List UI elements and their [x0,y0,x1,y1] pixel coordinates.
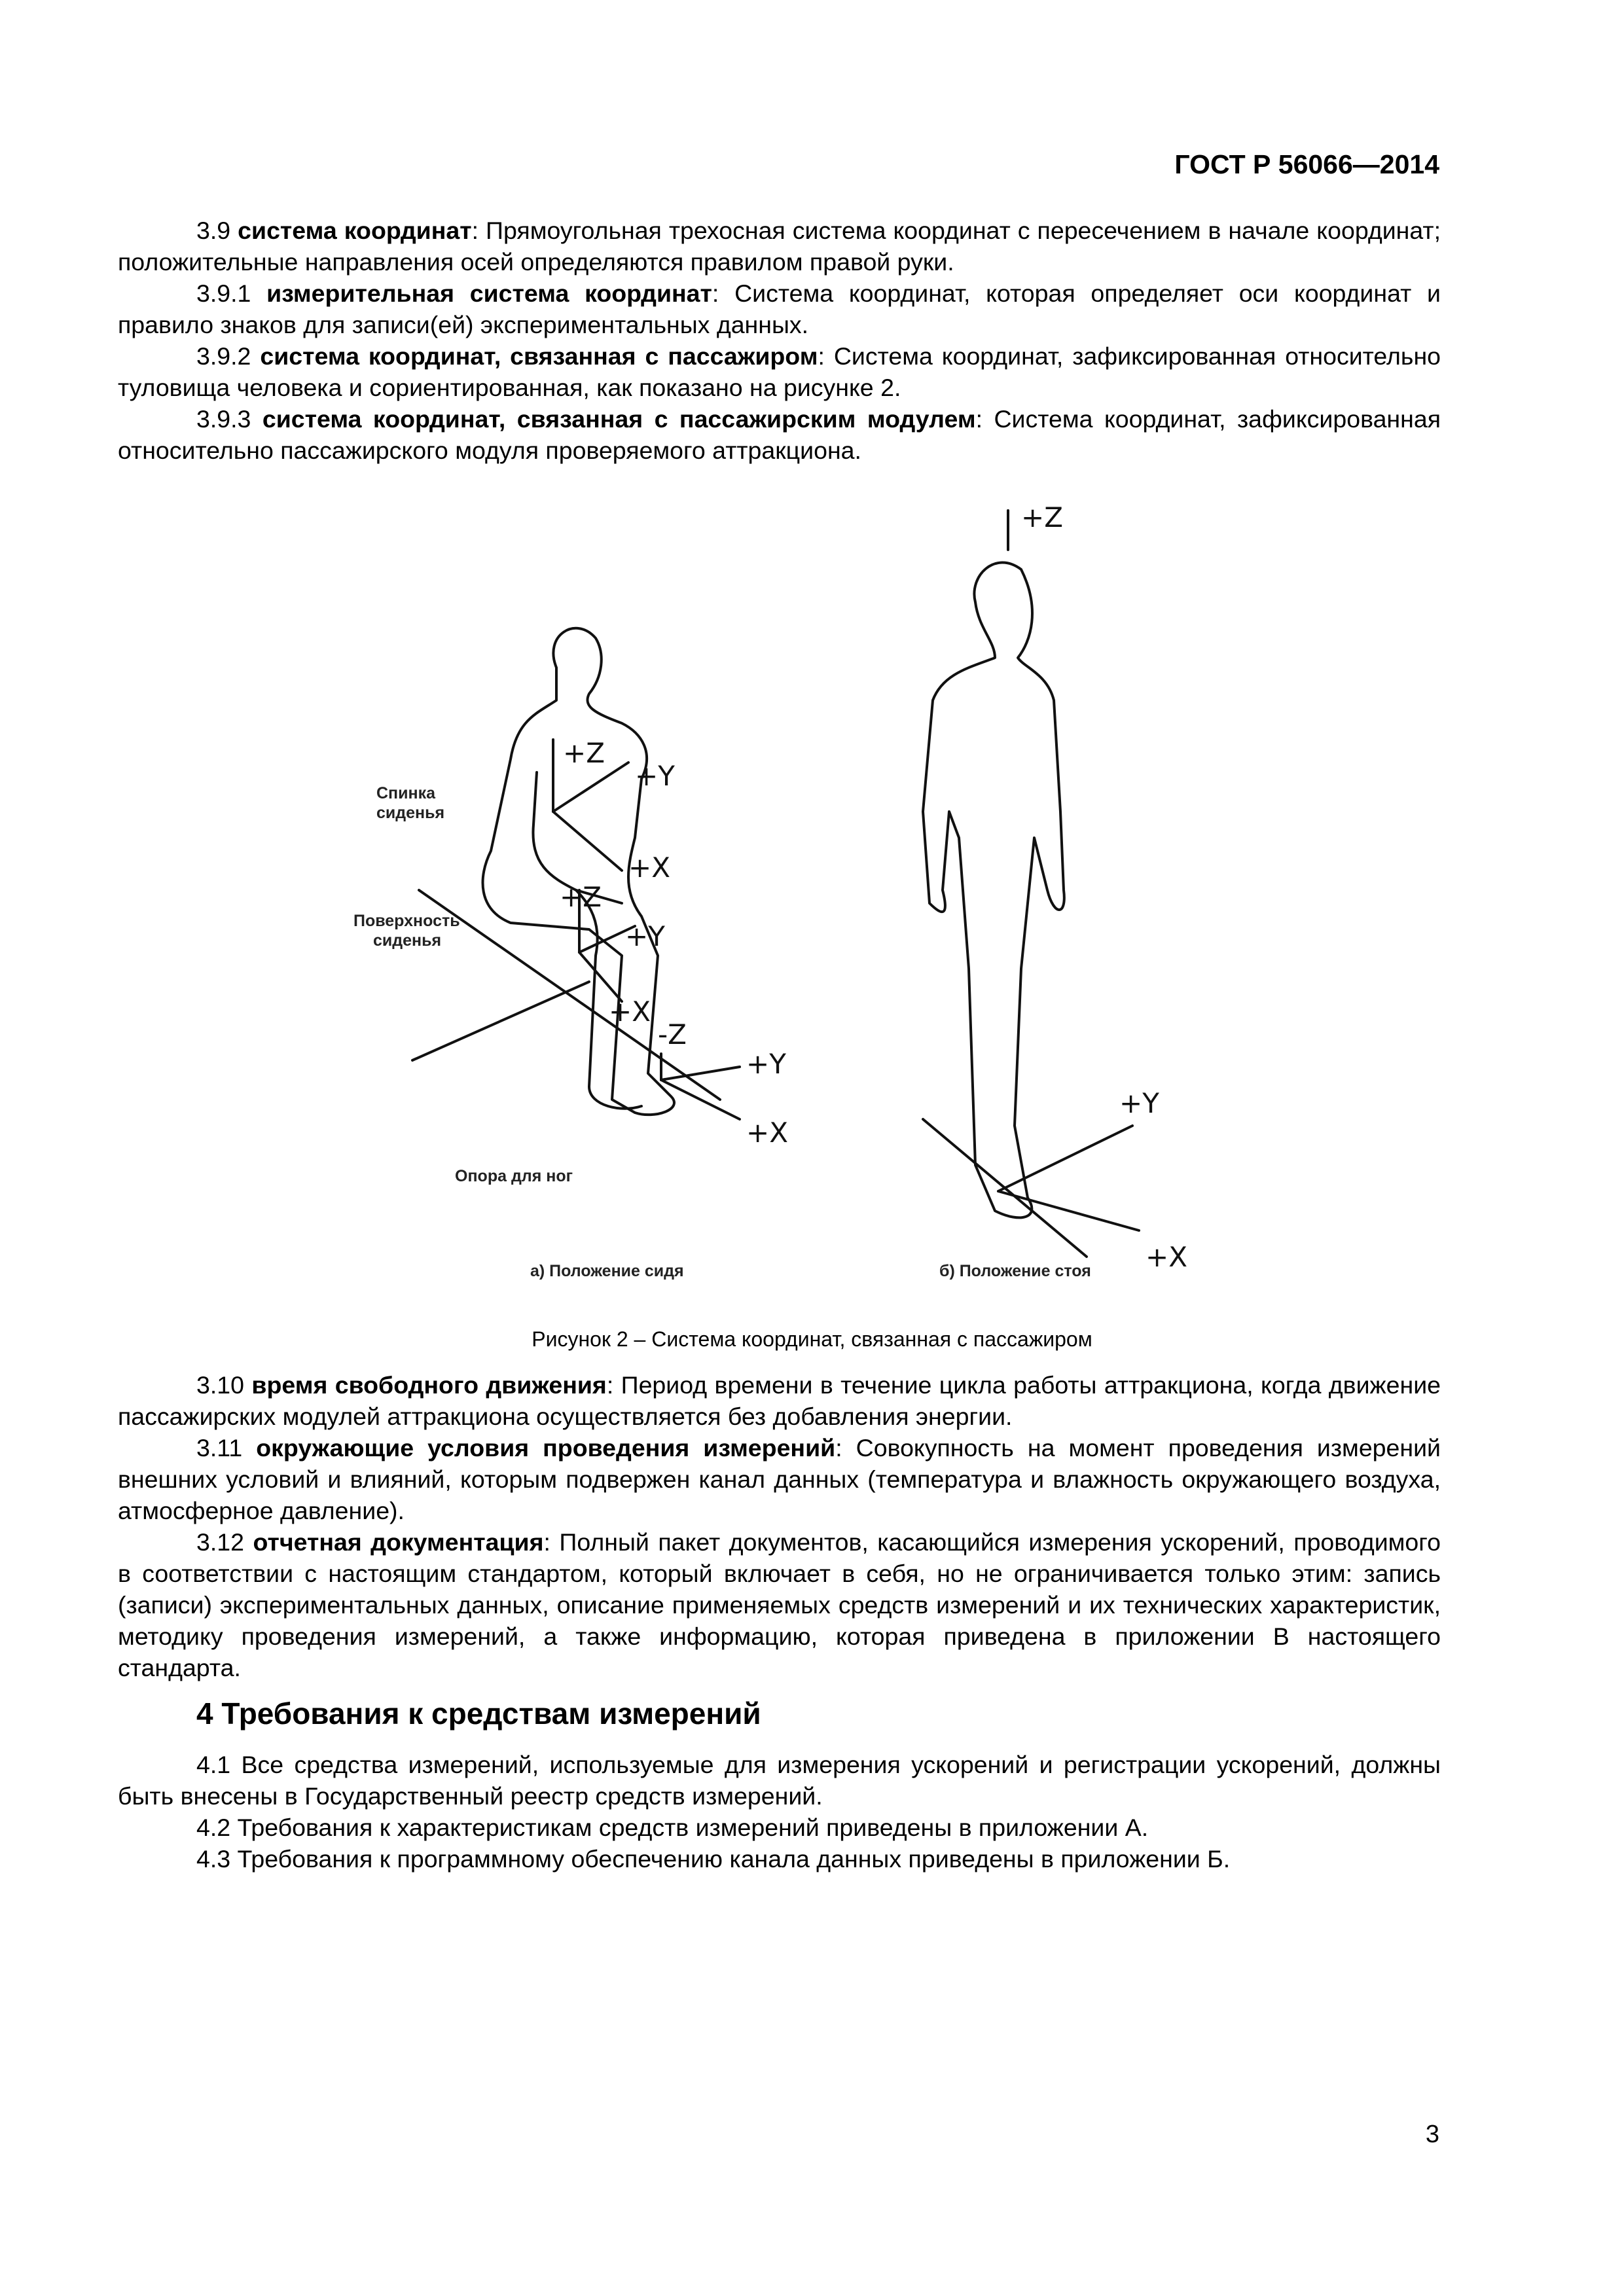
axis-plus-y-2: +Y [625,920,665,952]
axis-plus-x-1: +X [628,852,670,884]
page-number: 3 [1425,2121,1439,2148]
definition-3-9: 3.9 система координат: Прямоугольная трехосная система координат с пересечением в начале координат; положительные направления осей определяются правилом правой руки. [118,217,1441,276]
standing-figure [923,563,1064,1218]
axis-plus-y-3: +Y [746,1048,786,1080]
axis-plus-x-2: +X [609,996,651,1028]
figure-2 [314,497,1270,1302]
definition-3-9-2: 3.9.2 система координат, связанная с пассажиром: Система координат, зафиксированная относительно туловища человека и сориентированная, как показано на рисунке 2. [118,342,1441,401]
axis-plus-z-2: +Z [560,881,602,913]
axis-plus-y-1: +Y [635,760,675,792]
caption-a: а) Положение сидя [530,1262,684,1280]
section-4-item-1: 4.1 Все средства измерений, используемые для измерения ускорений и регистрации ускорений, должны быть внесены в Государственный реестр средств измерений. [118,1751,1441,1810]
coordinate-system-figure [314,497,1270,1302]
definitions-block-2 [118,1369,1441,1874]
axis-plus-y-standing: +Y [1119,1087,1159,1119]
label-seat-back-2: сиденья [376,804,445,822]
document-header: ГОСТ Р 56066—2014 [1174,149,1439,179]
axis-plus-z-standing: +Z [1021,501,1063,533]
axis-minus-z: -Z [658,1018,687,1050]
figure-caption: Рисунок 2 – Система координат, связанная с пассажиром [532,1327,1092,1351]
label-seat-surface-1: Поверхность [353,912,460,930]
label-seat-back-1: Спинка [376,784,436,802]
definition-3-12: 3.12 отчетная документация: Полный пакет документов, касающийся измерения ускорений, проводимого в соответствии с настоящим стандартом, который включает в себя, но не ограничивается только этим: запись (записи) экспериментальных данных, описание применяемых средств измерений и их технических характеристик, методику проведения измерений, а также информацию, которая приведена в приложении В настоящего стандарта. [118,1528,1441,1681]
definition-3-11: 3.11 окружающие условия проведения измерений: Совокупность на момент проведения измерений внешних условий и влияний, которым подвержен канал данных (температура и влажность окружающего воздуха, атмосферное давление). [118,1434,1441,1524]
definitions-block [118,215,1441,466]
label-footrest: Опора для ног [455,1167,573,1185]
section-4-item-3: 4.3 Требования к программному обеспечению канала данных приведены в приложении Б. [196,1845,1231,1873]
axis-plus-x-3: +X [746,1117,788,1149]
section-4-heading: 4 Требования к средствам измерений [196,1696,761,1731]
axis-plus-x-standing: +X [1146,1241,1187,1273]
caption-b: б) Положение стоя [939,1262,1091,1280]
definition-3-9-3: 3.9.3 система координат, связанная с пассажирским модулем: Система координат, зафиксированная относительно пассажирского модуля проверяемого аттракциона. [118,405,1441,464]
definition-3-9-1: 3.9.1 измерительная система координат: Система координат, которая определяет оси координат и правило знаков для записи(ей) экспериментальных данных. [118,279,1441,338]
label-seat-surface-2: сиденья [373,931,442,950]
definition-3-10: 3.10 время свободного движения: Период времени в течение цикла работы аттракциона, когда движение пассажирских модулей аттракциона осуществляется без добавления энергии. [118,1371,1441,1430]
section-4-item-2: 4.2 Требования к характеристикам средств измерений приведены в приложении А. [196,1814,1149,1841]
axis-plus-z-1: +Z [563,737,605,769]
